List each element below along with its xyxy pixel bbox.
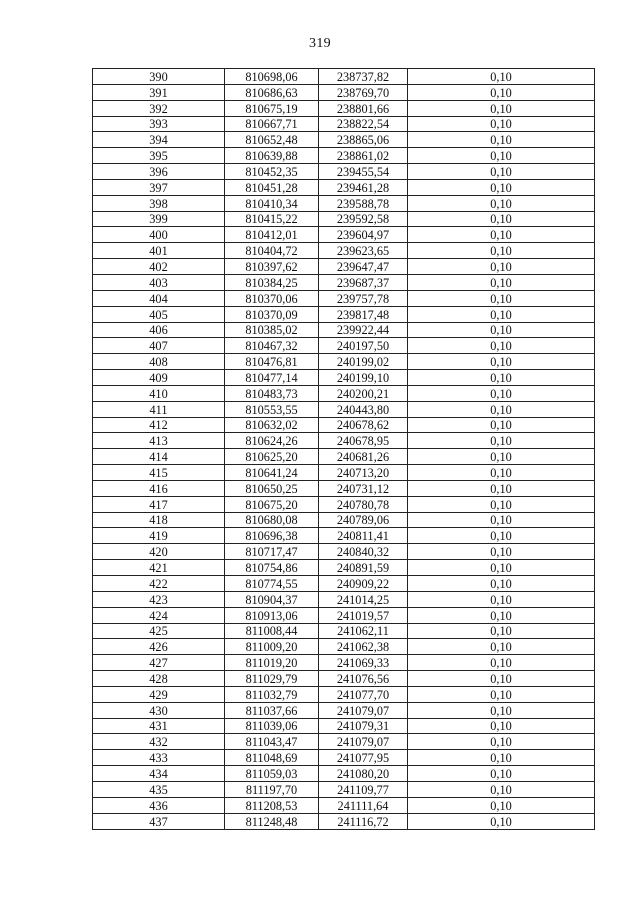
table-row [93, 750, 595, 766]
x-coordinate-cell: 811197,70 [225, 781, 319, 797]
accuracy-cell: 0,10 [408, 84, 595, 100]
accuracy-cell: 0,10 [408, 195, 595, 211]
x-coordinate-cell: 810483,73 [225, 385, 319, 401]
accuracy-cell: 0,10 [408, 449, 595, 465]
x-coordinate-cell: 811048,69 [225, 750, 319, 766]
y-coordinate-cell: 240840,32 [319, 544, 408, 560]
accuracy-cell: 0,10 [408, 797, 595, 813]
accuracy-cell: 0,10 [408, 718, 595, 734]
point-number-cell: 394 [93, 132, 225, 148]
y-coordinate-cell: 240731,12 [319, 480, 408, 496]
accuracy-cell: 0,10 [408, 813, 595, 829]
table-row [93, 734, 595, 750]
table-row [93, 639, 595, 655]
y-coordinate-cell: 241062,38 [319, 639, 408, 655]
x-coordinate-cell: 810384,25 [225, 274, 319, 290]
point-number-cell: 405 [93, 306, 225, 322]
x-coordinate-cell: 810774,55 [225, 576, 319, 592]
x-coordinate-cell: 810913,06 [225, 607, 319, 623]
table-row [93, 148, 595, 164]
point-number-cell: 422 [93, 576, 225, 592]
x-coordinate-cell: 810370,06 [225, 290, 319, 306]
point-number-cell: 424 [93, 607, 225, 623]
point-number-cell: 429 [93, 686, 225, 702]
y-coordinate-cell: 240443,80 [319, 401, 408, 417]
x-coordinate-cell: 810553,55 [225, 401, 319, 417]
y-coordinate-cell: 241079,31 [319, 718, 408, 734]
table-row [93, 591, 595, 607]
x-coordinate-cell: 810452,35 [225, 164, 319, 180]
x-coordinate-cell: 810675,19 [225, 100, 319, 116]
accuracy-cell: 0,10 [408, 338, 595, 354]
x-coordinate-cell: 811029,79 [225, 671, 319, 687]
y-coordinate-cell: 240713,20 [319, 465, 408, 481]
table-row [93, 480, 595, 496]
x-coordinate-cell: 810680,08 [225, 512, 319, 528]
page-number: 319 [309, 36, 331, 51]
x-coordinate-cell: 811039,06 [225, 718, 319, 734]
y-coordinate-cell: 240780,78 [319, 496, 408, 512]
x-coordinate-cell: 810650,25 [225, 480, 319, 496]
y-coordinate-cell: 238801,66 [319, 100, 408, 116]
y-coordinate-cell: 240811,41 [319, 528, 408, 544]
y-coordinate-cell: 239461,28 [319, 179, 408, 195]
table-row [93, 401, 595, 417]
table-row [93, 544, 595, 560]
point-number-cell: 414 [93, 449, 225, 465]
y-coordinate-cell: 239455,54 [319, 164, 408, 180]
coordinates-table [92, 68, 595, 830]
accuracy-cell: 0,10 [408, 560, 595, 576]
point-number-cell: 433 [93, 750, 225, 766]
accuracy-cell: 0,10 [408, 148, 595, 164]
table-row [93, 512, 595, 528]
accuracy-cell: 0,10 [408, 354, 595, 370]
table-row [93, 702, 595, 718]
table-row [93, 132, 595, 148]
accuracy-cell: 0,10 [408, 370, 595, 386]
point-number-cell: 411 [93, 401, 225, 417]
x-coordinate-cell: 810698,06 [225, 69, 319, 85]
accuracy-cell: 0,10 [408, 702, 595, 718]
y-coordinate-cell: 238737,82 [319, 69, 408, 85]
point-number-cell: 404 [93, 290, 225, 306]
point-number-cell: 406 [93, 322, 225, 338]
point-number-cell: 416 [93, 480, 225, 496]
table-row [93, 766, 595, 782]
x-coordinate-cell: 810686,63 [225, 84, 319, 100]
x-coordinate-cell: 810632,02 [225, 417, 319, 433]
point-number-cell: 428 [93, 671, 225, 687]
table-row [93, 686, 595, 702]
y-coordinate-cell: 241062,11 [319, 623, 408, 639]
accuracy-cell: 0,10 [408, 274, 595, 290]
y-coordinate-cell: 240199,02 [319, 354, 408, 370]
point-number-cell: 403 [93, 274, 225, 290]
x-coordinate-cell: 810625,20 [225, 449, 319, 465]
y-coordinate-cell: 239817,48 [319, 306, 408, 322]
y-coordinate-cell: 241080,20 [319, 766, 408, 782]
y-coordinate-cell: 239604,97 [319, 227, 408, 243]
point-number-cell: 397 [93, 179, 225, 195]
y-coordinate-cell: 239757,78 [319, 290, 408, 306]
accuracy-cell: 0,10 [408, 766, 595, 782]
table-row [93, 623, 595, 639]
y-coordinate-cell: 240678,95 [319, 433, 408, 449]
point-number-cell: 423 [93, 591, 225, 607]
accuracy-cell: 0,10 [408, 385, 595, 401]
table-row [93, 69, 595, 85]
point-number-cell: 437 [93, 813, 225, 829]
accuracy-cell: 0,10 [408, 116, 595, 132]
point-number-cell: 392 [93, 100, 225, 116]
y-coordinate-cell: 241077,70 [319, 686, 408, 702]
accuracy-cell: 0,10 [408, 211, 595, 227]
point-number-cell: 390 [93, 69, 225, 85]
table-row [93, 211, 595, 227]
y-coordinate-cell: 241077,95 [319, 750, 408, 766]
accuracy-cell: 0,10 [408, 686, 595, 702]
table-row [93, 274, 595, 290]
x-coordinate-cell: 810652,48 [225, 132, 319, 148]
table-row [93, 607, 595, 623]
accuracy-cell: 0,10 [408, 100, 595, 116]
accuracy-cell: 0,10 [408, 512, 595, 528]
accuracy-cell: 0,10 [408, 227, 595, 243]
coordinates-table-body [93, 69, 595, 830]
accuracy-cell: 0,10 [408, 734, 595, 750]
point-number-cell: 427 [93, 655, 225, 671]
accuracy-cell: 0,10 [408, 243, 595, 259]
x-coordinate-cell: 810370,09 [225, 306, 319, 322]
accuracy-cell: 0,10 [408, 544, 595, 560]
accuracy-cell: 0,10 [408, 576, 595, 592]
accuracy-cell: 0,10 [408, 655, 595, 671]
x-coordinate-cell: 811009,20 [225, 639, 319, 655]
y-coordinate-cell: 241111,64 [319, 797, 408, 813]
accuracy-cell: 0,10 [408, 781, 595, 797]
y-coordinate-cell: 239922,44 [319, 322, 408, 338]
point-number-cell: 418 [93, 512, 225, 528]
accuracy-cell: 0,10 [408, 671, 595, 687]
accuracy-cell: 0,10 [408, 69, 595, 85]
point-number-cell: 401 [93, 243, 225, 259]
table-row [93, 671, 595, 687]
y-coordinate-cell: 239588,78 [319, 195, 408, 211]
point-number-cell: 432 [93, 734, 225, 750]
y-coordinate-cell: 238822,54 [319, 116, 408, 132]
point-number-cell: 421 [93, 560, 225, 576]
point-number-cell: 410 [93, 385, 225, 401]
accuracy-cell: 0,10 [408, 433, 595, 449]
y-coordinate-cell: 241019,57 [319, 607, 408, 623]
point-number-cell: 402 [93, 259, 225, 275]
point-number-cell: 407 [93, 338, 225, 354]
y-coordinate-cell: 238865,06 [319, 132, 408, 148]
table-row [93, 322, 595, 338]
x-coordinate-cell: 810385,02 [225, 322, 319, 338]
table-row [93, 227, 595, 243]
point-number-cell: 408 [93, 354, 225, 370]
table-row [93, 560, 595, 576]
accuracy-cell: 0,10 [408, 164, 595, 180]
table-row [93, 813, 595, 829]
accuracy-cell: 0,10 [408, 306, 595, 322]
table-row [93, 195, 595, 211]
x-coordinate-cell: 810675,20 [225, 496, 319, 512]
table-row [93, 576, 595, 592]
x-coordinate-cell: 810904,37 [225, 591, 319, 607]
table-row [93, 164, 595, 180]
point-number-cell: 391 [93, 84, 225, 100]
x-coordinate-cell: 811032,79 [225, 686, 319, 702]
accuracy-cell: 0,10 [408, 607, 595, 623]
x-coordinate-cell: 810639,88 [225, 148, 319, 164]
x-coordinate-cell: 810412,01 [225, 227, 319, 243]
y-coordinate-cell: 240199,10 [319, 370, 408, 386]
accuracy-cell: 0,10 [408, 639, 595, 655]
y-coordinate-cell: 240678,62 [319, 417, 408, 433]
table-row [93, 433, 595, 449]
x-coordinate-cell: 810415,22 [225, 211, 319, 227]
point-number-cell: 425 [93, 623, 225, 639]
table-row [93, 354, 595, 370]
table-row [93, 84, 595, 100]
point-number-cell: 420 [93, 544, 225, 560]
accuracy-cell: 0,10 [408, 417, 595, 433]
y-coordinate-cell: 241109,77 [319, 781, 408, 797]
y-coordinate-cell: 241079,07 [319, 702, 408, 718]
x-coordinate-cell: 811037,66 [225, 702, 319, 718]
table-row [93, 259, 595, 275]
accuracy-cell: 0,10 [408, 623, 595, 639]
x-coordinate-cell: 810451,28 [225, 179, 319, 195]
x-coordinate-cell: 810696,38 [225, 528, 319, 544]
x-coordinate-cell: 810641,24 [225, 465, 319, 481]
accuracy-cell: 0,10 [408, 496, 595, 512]
table-row [93, 465, 595, 481]
accuracy-cell: 0,10 [408, 179, 595, 195]
table-row [93, 243, 595, 259]
accuracy-cell: 0,10 [408, 528, 595, 544]
point-number-cell: 436 [93, 797, 225, 813]
table-row [93, 655, 595, 671]
y-coordinate-cell: 241076,56 [319, 671, 408, 687]
table-row [93, 306, 595, 322]
x-coordinate-cell: 810667,71 [225, 116, 319, 132]
point-number-cell: 417 [93, 496, 225, 512]
x-coordinate-cell: 810467,32 [225, 338, 319, 354]
point-number-cell: 431 [93, 718, 225, 734]
y-coordinate-cell: 239623,65 [319, 243, 408, 259]
table-row [93, 116, 595, 132]
point-number-cell: 434 [93, 766, 225, 782]
x-coordinate-cell: 811248,48 [225, 813, 319, 829]
y-coordinate-cell: 240197,50 [319, 338, 408, 354]
x-coordinate-cell: 810717,47 [225, 544, 319, 560]
accuracy-cell: 0,10 [408, 750, 595, 766]
y-coordinate-cell: 239647,47 [319, 259, 408, 275]
table-row [93, 290, 595, 306]
x-coordinate-cell: 811059,03 [225, 766, 319, 782]
point-number-cell: 409 [93, 370, 225, 386]
accuracy-cell: 0,10 [408, 322, 595, 338]
point-number-cell: 430 [93, 702, 225, 718]
x-coordinate-cell: 810410,34 [225, 195, 319, 211]
y-coordinate-cell: 239687,37 [319, 274, 408, 290]
x-coordinate-cell: 811008,44 [225, 623, 319, 639]
y-coordinate-cell: 239592,58 [319, 211, 408, 227]
table-row [93, 179, 595, 195]
table-row [93, 417, 595, 433]
accuracy-cell: 0,10 [408, 132, 595, 148]
point-number-cell: 419 [93, 528, 225, 544]
x-coordinate-cell: 810476,81 [225, 354, 319, 370]
x-coordinate-cell: 811043,47 [225, 734, 319, 750]
point-number-cell: 395 [93, 148, 225, 164]
point-number-cell: 393 [93, 116, 225, 132]
y-coordinate-cell: 240681,26 [319, 449, 408, 465]
table-row [93, 385, 595, 401]
x-coordinate-cell: 810624,26 [225, 433, 319, 449]
accuracy-cell: 0,10 [408, 401, 595, 417]
table-row [93, 496, 595, 512]
table-row [93, 449, 595, 465]
y-coordinate-cell: 238769,70 [319, 84, 408, 100]
table-row [93, 338, 595, 354]
x-coordinate-cell: 811019,20 [225, 655, 319, 671]
point-number-cell: 435 [93, 781, 225, 797]
x-coordinate-cell: 810404,72 [225, 243, 319, 259]
x-coordinate-cell: 810397,62 [225, 259, 319, 275]
accuracy-cell: 0,10 [408, 465, 595, 481]
point-number-cell: 396 [93, 164, 225, 180]
point-number-cell: 399 [93, 211, 225, 227]
table-row [93, 100, 595, 116]
accuracy-cell: 0,10 [408, 591, 595, 607]
point-number-cell: 412 [93, 417, 225, 433]
y-coordinate-cell: 241116,72 [319, 813, 408, 829]
y-coordinate-cell: 241014,25 [319, 591, 408, 607]
table-row [93, 781, 595, 797]
point-number-cell: 398 [93, 195, 225, 211]
point-number-cell: 400 [93, 227, 225, 243]
table-row [93, 370, 595, 386]
y-coordinate-cell: 240909,22 [319, 576, 408, 592]
x-coordinate-cell: 810754,86 [225, 560, 319, 576]
y-coordinate-cell: 240789,06 [319, 512, 408, 528]
accuracy-cell: 0,10 [408, 259, 595, 275]
y-coordinate-cell: 240200,21 [319, 385, 408, 401]
table-row [93, 797, 595, 813]
accuracy-cell: 0,10 [408, 480, 595, 496]
x-coordinate-cell: 811208,53 [225, 797, 319, 813]
accuracy-cell: 0,10 [408, 290, 595, 306]
y-coordinate-cell: 241079,07 [319, 734, 408, 750]
point-number-cell: 415 [93, 465, 225, 481]
y-coordinate-cell: 240891,59 [319, 560, 408, 576]
point-number-cell: 413 [93, 433, 225, 449]
y-coordinate-cell: 238861,02 [319, 148, 408, 164]
table-row [93, 528, 595, 544]
table-row [93, 718, 595, 734]
y-coordinate-cell: 241069,33 [319, 655, 408, 671]
point-number-cell: 426 [93, 639, 225, 655]
x-coordinate-cell: 810477,14 [225, 370, 319, 386]
